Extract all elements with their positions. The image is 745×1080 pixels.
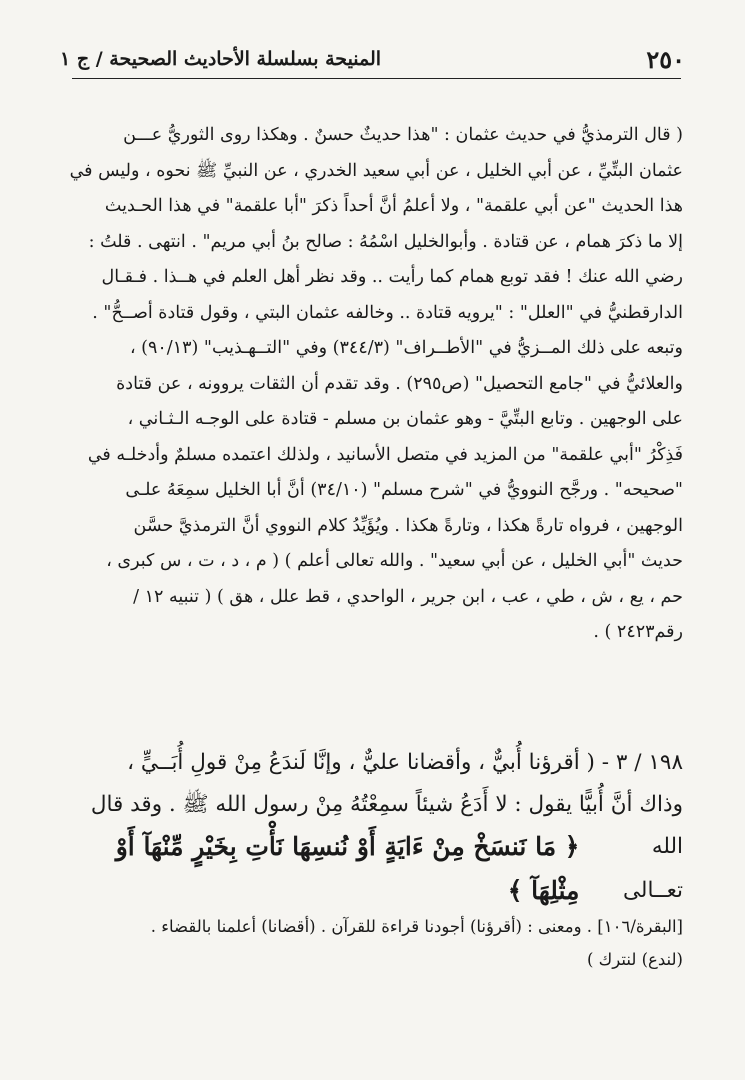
page-header xyxy=(60,42,685,76)
page-number: ٢٥٠ xyxy=(646,44,685,74)
text-line: الدارقطنيُّ في "العلل" : "يرويه قتادة .. وخالفه عثمان البتي ، وقول قتادة أصــحُّ" . xyxy=(92,302,683,323)
commentary-text xyxy=(60,118,683,651)
verse-intro: الله تعــالى xyxy=(623,834,683,903)
text-line: والعلائيُّ في "جامع التحصيل" (ص٢٩٥) . وقد تقدم أن الثقات يروونه ، عن قتادة xyxy=(116,373,683,394)
text-line: إلا ما ذكرَ همام ، عن قتادة . وأبوالخليل اسْمُهُ : صالح بنُ أبي مريم" . انتهى . قلتُ : xyxy=(88,231,683,252)
text-line: حم ، يع ، ش ، طي ، عب ، ابن جرير ، الواحدي ، قط علل ، هق ) ( تنبيه ١٢ / xyxy=(133,586,683,607)
text-line: الوجهين ، فرواه تارةً هكذا ، وتارةً هكذا . ويُؤَيِّدُ كلام النووي أنَّ الترمذيَّ حسَّن xyxy=(133,515,683,536)
quran-verse: ﴿ مَا نَنسَخْ مِنْ ءَايَةٍ أَوْ نُنسِهَا نَأْتِ بِخَيْرٍ مِّنْهَآ أَوْ مِثْلِهَآ ﴾ xyxy=(115,832,580,905)
note-line: [البقرة/١٠٦] . ومعنى : (أقرؤنا) أجودنا قراءة للقرآن . (أقضانا) أعلمنا بالقضاء . xyxy=(150,917,683,936)
text-line: هذا الحديث "عن أبي علقمة" ، ولا أعلمُ أنَّ أحداً ذكرَ "أبا علقمة" في هذا الحـديث xyxy=(104,196,683,216)
hadith-line: وذاك أنَّ أُبيًّا يقول : لا أَدَعُ شيئاً سمِعْتُهُ مِنْ رسول الله ﷺ . وقد قال xyxy=(90,791,683,817)
text-line: وتبعه على ذلك المــزيُّ في "الأطــراف" (٣٤٤/٣) وفي "التــهـذيب" (٩٠/١٣) ، xyxy=(129,338,683,358)
hadith-entry xyxy=(60,742,683,913)
header-divider xyxy=(72,78,681,79)
text-line: عثمان البتِّيِّ ، عن أبي الخليل ، عن أبي سعيد الخدري ، عن النبيِّ ﷺ نحوه ، وليس في xyxy=(69,160,683,181)
verse-line xyxy=(60,825,683,913)
running-title: المنيحة بسلسلة الأحاديث الصحيحة / ج ١ xyxy=(60,48,382,70)
text-line: حديث "أبي الخليل ، عن أبي سعيد" . والله تعالى أعلم ) ( م ، د ، ت ، س كبرى ، xyxy=(106,551,683,571)
note-line: (لندع) لنترك ) xyxy=(586,950,683,969)
glossary-notes xyxy=(60,910,683,976)
text-line: "صحيحه" . ورجَّح النوويُّ في "شرح مسلم" (٣٤/١٠) أنَّ أبا الخليل سمِعَهُ علـى xyxy=(125,480,683,500)
text-line: على الوجهين . وتابع البتِّيَّ - وهو عثمان بن مسلم - قتادة على الوجـه الـثـاني ، xyxy=(127,409,683,429)
text-line: فَذِكْرُ "أبي علقمة" من المزيد في متصل الأسانيد ، ولذلك اعتمده مسلمٌ وأدخلـه في xyxy=(87,444,683,465)
text-line: رقم٢٤٢٣ ) . xyxy=(593,622,683,642)
text-line: ( قال الترمذيُّ في حديث عثمان : "هذا حديثٌ حسنٌ . وهكذا روى الثوريُّ عـــن xyxy=(123,125,683,145)
hadith-line: ١٩٨ / ٣ - ( أقرؤنا أُبيٌّ ، وأقضانا عليٌّ ، وإنَّا لَندَعُ مِنْ قولِ أُبَــيٍّ ، xyxy=(127,750,683,775)
text-line: رضي الله عنك ! فقد توبع همام كما رأيت .. وقد نظر أهل العلم في هــذا . فـقـال xyxy=(101,267,683,287)
